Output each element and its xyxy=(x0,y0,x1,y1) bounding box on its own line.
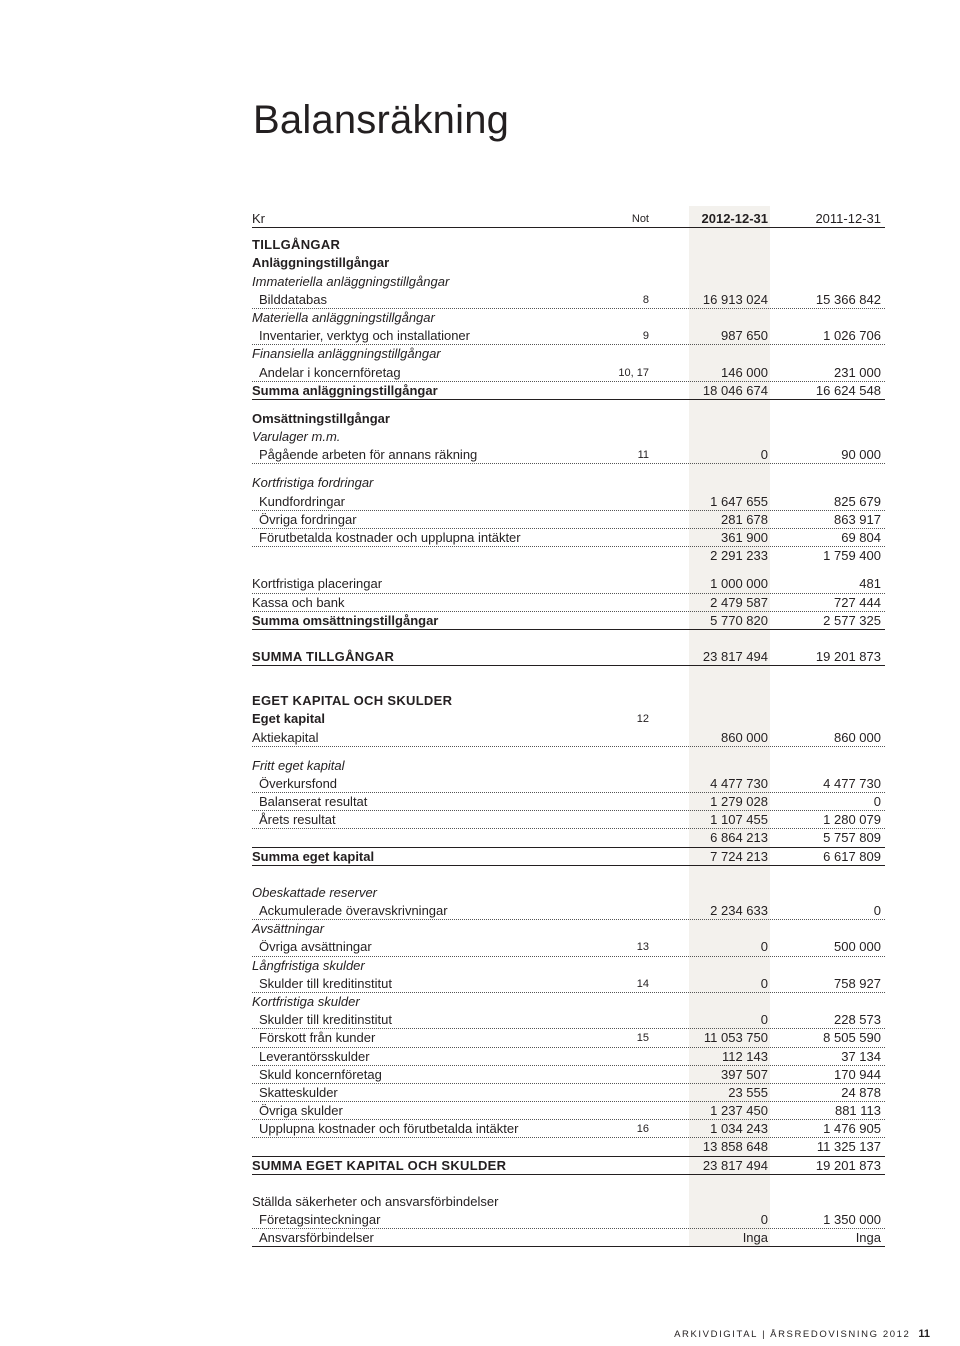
subsection-heading: Ställda säkerheter och ansvarsförbindelser xyxy=(252,1193,499,1209)
table-header xyxy=(252,210,885,228)
table-row: Bilddatabas 8 16 913 024 15 366 842 xyxy=(252,291,885,309)
currency-label: Kr xyxy=(252,211,265,226)
table-row: Kortfristiga placeringar 1 000 000 481 xyxy=(252,575,885,593)
category-label: Långfristiga skulder xyxy=(252,957,365,973)
sum-row: Summa anläggningstillgångar 18 046 674 16 624 548 xyxy=(252,382,885,400)
category-label: Varulager m.m. xyxy=(252,429,341,445)
year1-header: 2012-12-31 xyxy=(701,211,768,226)
page-title: Balansräkning xyxy=(253,98,510,142)
section-heading: TILLGÅNGAR xyxy=(252,237,341,253)
table-row: Övriga avsättningar 13 0 500 000 xyxy=(252,938,885,956)
table-row: Skuld koncernföretag 397 507 170 944 xyxy=(252,1066,885,1084)
table-row: Kassa och bank 2 479 587 727 444 xyxy=(252,594,885,612)
footer-report: ÅRSREDOVISNING 2012 xyxy=(770,1329,911,1340)
sum-row: Summa omsättningstillgångar 5 770 820 2 577 325 xyxy=(252,612,885,630)
category-label: Kortfristiga fordringar xyxy=(252,475,374,491)
table-row: Årets resultat 1 107 455 1 280 079 xyxy=(252,811,885,829)
category-label: Materiella anläggningstillgångar xyxy=(252,309,435,325)
table-row: Balanserat resultat 1 279 028 0 xyxy=(252,793,885,811)
note-header: Not xyxy=(631,213,649,225)
footer-brand: ARKIVDIGITAL xyxy=(674,1329,759,1340)
category-label: Finansiella anläggningstillgångar xyxy=(252,346,441,362)
balance-sheet-table xyxy=(252,210,885,1247)
section-heading: EGET KAPITAL OCH SKULDER xyxy=(252,693,453,709)
category-label: Avsättningar xyxy=(252,921,325,937)
subtotal-row: 13 858 648 11 325 137 xyxy=(252,1138,885,1156)
subsection-heading: Omsättningstillgångar xyxy=(252,410,390,426)
category-label: Kortfristiga skulder xyxy=(252,993,360,1009)
table-row: Övriga skulder 1 237 450 881 113 xyxy=(252,1102,885,1120)
sum-row: Summa eget kapital 7 724 213 6 617 809 xyxy=(252,848,885,866)
subsection-heading: Anläggningstillgångar xyxy=(252,255,390,271)
page-footer: ARKIVDIGITAL | ÅRSREDOVISNING 2012 11 xyxy=(674,1328,930,1340)
category-label: Immateriella anläggningstillgångar xyxy=(252,273,450,289)
table-row: Överkursfond 4 477 730 4 477 730 xyxy=(252,775,885,793)
table-row: Upplupna kostnader och förutbetalda intäkter 16 1 034 243 1 476 905 xyxy=(252,1120,885,1138)
table-row: Skulder till kreditinstitut 0 228 573 xyxy=(252,1011,885,1029)
table-row: Leverantörsskulder 112 143 37 134 xyxy=(252,1048,885,1066)
subtotal-row: 6 864 213 5 757 809 xyxy=(252,829,885,847)
page-number: 11 xyxy=(918,1328,930,1340)
table-row: Ackumulerade överavskrivningar 2 234 633 0 xyxy=(252,902,885,920)
table-row: Skatteskulder 23 555 24 878 xyxy=(252,1084,885,1102)
category-label: Obeskattade reserver xyxy=(252,884,378,900)
table-row: Skulder till kreditinstitut 14 0 758 927 xyxy=(252,975,885,993)
total-row: SUMMA EGET KAPITAL OCH SKULDER 23 817 494 19 201 873 xyxy=(252,1157,885,1175)
table-row: Ansvarsförbindelser Inga Inga xyxy=(252,1229,885,1247)
table-row: Inventarier, verktyg och installationer 9 987 650 1 026 706 xyxy=(252,327,885,345)
table-row: Aktiekapital 860 000 860 000 xyxy=(252,729,885,747)
total-row: SUMMA TILLGÅNGAR 23 817 494 19 201 873 xyxy=(252,648,885,666)
table-row: Företagsinteckningar 0 1 350 000 xyxy=(252,1211,885,1229)
subtotal-row: 2 291 233 1 759 400 xyxy=(710,548,881,564)
subsection-heading: Eget kapital 12 xyxy=(252,711,649,727)
category-label: Fritt eget kapital xyxy=(252,757,345,773)
table-row: Kundfordringar 1 647 655 825 679 xyxy=(252,493,885,511)
table-row: Förutbetalda kostnader och upplupna intäkter 361 900 69 804 xyxy=(252,529,885,547)
table-row: Andelar i koncernföretag 10, 17 146 000 231 000 xyxy=(252,364,885,382)
table-row: Förskott från kunder 15 11 053 750 8 505 590 xyxy=(252,1029,885,1047)
table-row: Övriga fordringar 281 678 863 917 xyxy=(252,511,885,529)
year2-header: 2011-12-31 xyxy=(815,211,881,226)
table-row: Pågående arbeten för annans räkning 11 0 90 000 xyxy=(252,446,885,464)
